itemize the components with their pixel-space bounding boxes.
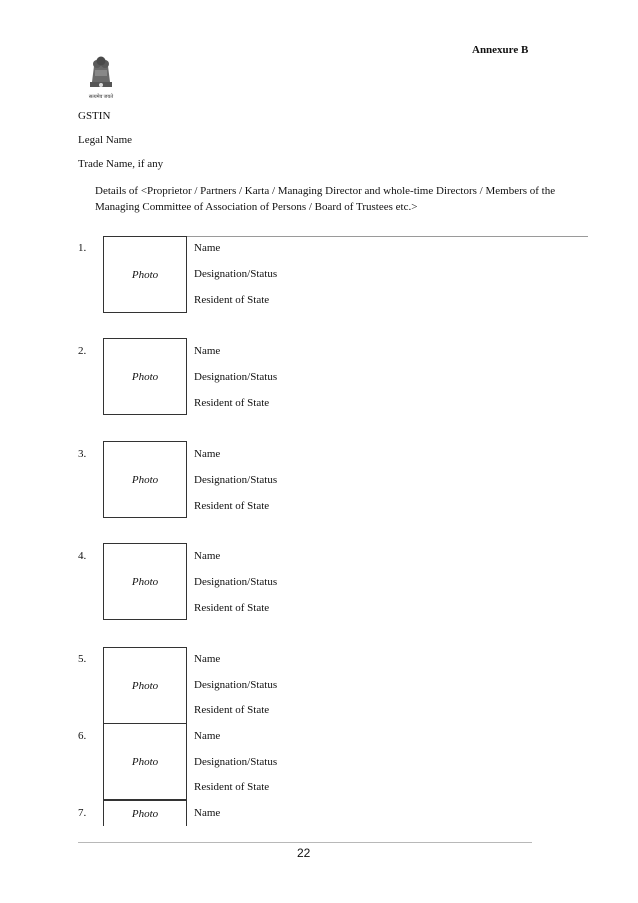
photo-label: Photo — [131, 575, 159, 588]
entry-number: 7. — [78, 807, 87, 819]
name-label: Name — [194, 550, 221, 562]
footer-divider — [78, 842, 532, 843]
emblem-caption: सत्यमेव जयते — [88, 95, 114, 100]
trade-name-label: Trade Name, if any — [78, 158, 164, 170]
legal-name-label: Legal Name — [78, 134, 133, 146]
resident-label: Resident of State — [194, 602, 270, 614]
entry-number: 2. — [78, 345, 87, 357]
photo-box — [103, 441, 187, 518]
entry-number: 6. — [78, 730, 87, 742]
photo-label: Photo — [131, 370, 159, 383]
photo-label: Photo — [131, 679, 159, 692]
designation-label: Designation/Status — [194, 371, 278, 383]
photo-label: Photo — [131, 473, 159, 486]
top-divider — [183, 236, 588, 237]
name-label: Name — [194, 730, 221, 742]
page-number: 22 — [297, 846, 311, 860]
name-label: Name — [194, 242, 221, 254]
annexure-label: Annexure B — [472, 44, 529, 56]
photo-label: Photo — [131, 268, 159, 281]
name-label: Name — [194, 653, 221, 665]
photo-box — [103, 236, 187, 313]
details-instruction: Details of <Proprietor / Partners / Karta / Managing Director and whole-time Directors / Members of the Managing Committee of Association of Persons / Board of Trustees etc.> — [95, 185, 556, 213]
photo-box — [103, 543, 187, 620]
resident-label: Resident of State — [194, 500, 270, 512]
photo-box — [103, 647, 187, 724]
name-label: Name — [194, 448, 221, 460]
photo-box — [103, 800, 187, 826]
entry-number: 4. — [78, 550, 87, 562]
entry-number: 3. — [78, 448, 87, 460]
resident-label: Resident of State — [194, 397, 270, 409]
photo-box — [103, 338, 187, 415]
photo-box — [103, 723, 187, 800]
gstin-label: GSTIN — [78, 110, 111, 122]
designation-label: Designation/Status — [194, 474, 278, 486]
entry-number: 5. — [78, 653, 87, 665]
designation-label: Designation/Status — [194, 756, 278, 768]
designation-label: Designation/Status — [194, 679, 278, 691]
entry-number: 1. — [78, 242, 87, 254]
designation-label: Designation/Status — [194, 268, 278, 280]
photo-label: Photo — [131, 807, 159, 820]
resident-label: Resident of State — [194, 294, 270, 306]
national-emblem-icon — [86, 52, 116, 102]
name-label: Name — [194, 345, 221, 357]
name-label: Name — [194, 807, 221, 819]
resident-label: Resident of State — [194, 704, 270, 716]
resident-label: Resident of State — [194, 781, 270, 793]
photo-label: Photo — [131, 755, 159, 768]
designation-label: Designation/Status — [194, 576, 278, 588]
